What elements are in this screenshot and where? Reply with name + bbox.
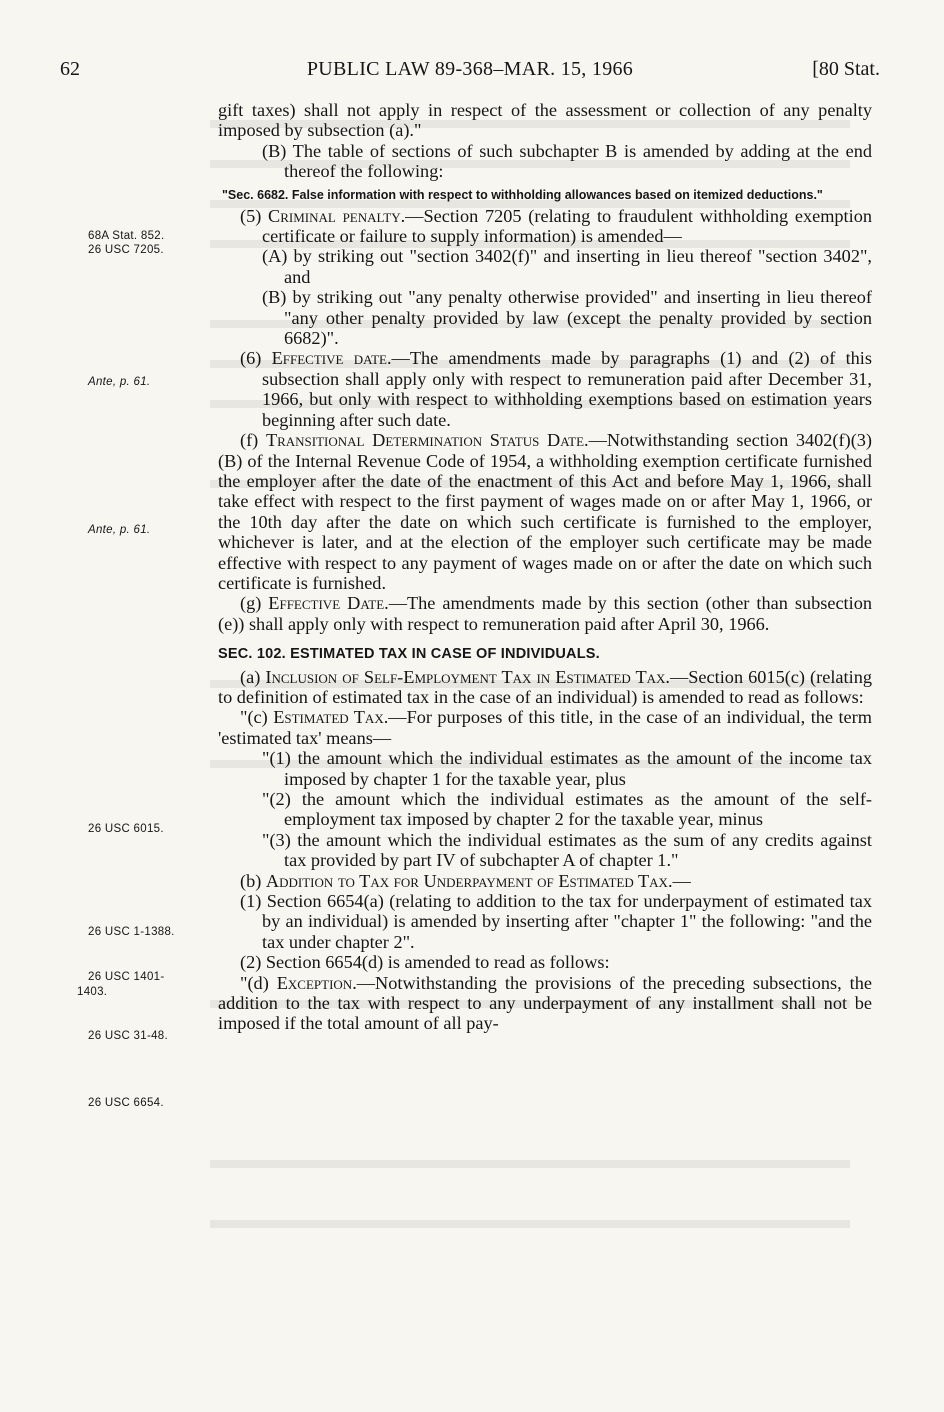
margin-note: 26 USC 6015. [88, 823, 164, 835]
paragraph-text: —Section 7205 (relating to fraudulent withholding exemption certificate or failure to supply information) is amended— [262, 205, 872, 247]
margin-note: 26 USC 7205. [88, 244, 164, 256]
paragraph: "(1) the amount which the individual estimates as the amount of the income tax imposed by chapter 1 for the taxable year, plus [262, 748, 872, 789]
margin-note: 26 USC 31-48. [88, 1030, 168, 1042]
paragraph: "(3) the amount which the individual estimates as the sum of any credits against tax provided by part IV of subchapter A of chapter 1." [262, 829, 872, 871]
margin-note: Ante, p. 61. [88, 524, 151, 536]
paragraph-caption: Inclusion of Self-Employment Tax in Estimated Tax. [265, 666, 670, 687]
margin-note: 26 USC 1401- [88, 971, 165, 983]
paragraph-label: (f) [240, 430, 266, 451]
statute-reference: [80 Stat. [812, 58, 880, 80]
paragraph-text: —The amendments made by paragraphs (1) and (2) of this subsection shall apply only with respect to remuneration paid after December 31, 1966, but only with respect to withholding exemptions based on estimation years beginning after such date. [262, 348, 872, 430]
paragraph-caption: Effective Date. [268, 593, 389, 614]
paragraph-label: "(d) [240, 972, 277, 993]
paragraph-text: —Section 6015(c) (relating to definition of estimated tax in the case of an individual) is amended to read as follows: [218, 666, 872, 707]
paragraph-text: — [672, 870, 691, 891]
margin-note: 68A Stat. 852. [88, 230, 165, 242]
paragraph [218, 973, 872, 1034]
paragraph-caption: Transitional Determination Status Date. [265, 430, 589, 451]
section-heading: SEC. 102. ESTIMATED TAX IN CASE OF INDIVIDUALS. [218, 646, 600, 663]
running-title: PUBLIC LAW 89-368–MAR. 15, 1966 [306, 58, 634, 80]
body-text [218, 100, 872, 1260]
paragraph: (1) Section 6654(a) (relating to addition to the tax for underpayment of estimated tax by an individual) is amended by inserting after "chapter 1" the following: "and the tax under chapter 2". [240, 891, 872, 952]
paragraph: (B) by striking out "any penalty otherwise provided" and inserting in lieu thereof "any other penalty provided by law (except the penalty provided by section 6682)". [262, 287, 872, 349]
paragraph: (2) Section 6654(d) is amended to read as follows: [240, 952, 610, 973]
paragraph-label: (g) [240, 593, 269, 614]
section-table-entry: "Sec. 6682. False information with respect to withholding allowances based on itemized deductions." [222, 187, 823, 202]
paragraph [218, 348, 872, 430]
margin-note: 26 USC 1-1388. [88, 926, 175, 938]
paragraph [218, 593, 872, 634]
paragraph-text: —For purposes of this title, in the case of an individual, the term 'estimated tax' means— [218, 707, 872, 748]
paragraph: (B) The table of sections of such subchapter B is amended by adding at the end thereof the following: [262, 140, 872, 182]
paragraph-label: (a) [240, 666, 266, 687]
paragraph-label: (6) [240, 348, 272, 369]
paragraph [218, 667, 872, 708]
margin-notes [0, 0, 210, 1412]
paragraph-text: —Notwithstanding section 3402(f)(3)(B) of the Internal Revenue Code of 1954, a withholding exemption certificate furnished the employer after the date of the enactment of this Act and before May 1, 1966, shall take effect with respect to the first payment of wages made on or after May 1, 1966, or the 10th day after the date on which such certificate is furnished to the employer, whichever is later, and at the election of the employer such certificate may be made effective with respect to any payment of wages made on or after the date on which such certificate is furnished. [218, 430, 873, 593]
paragraph-text: —The amendments made by this section (other than subsection (e)) shall apply only with respect to remuneration paid after April 30, 1966. [218, 593, 872, 634]
paragraph [218, 871, 872, 891]
paragraph-label: "(c) [240, 707, 274, 728]
margin-note: Ante, p. 61. [88, 376, 151, 388]
paragraph-label: (5) [240, 205, 269, 226]
paragraph-caption: Criminal penalty. [268, 205, 406, 226]
paragraph-caption: Exception. [276, 972, 357, 993]
page-number: 62 [60, 58, 80, 80]
paragraph-caption: Effective date. [271, 348, 392, 369]
paragraph [218, 707, 872, 748]
margin-note: 1403. [77, 986, 108, 998]
margin-note: 26 USC 6654. [88, 1097, 164, 1109]
paragraph-caption: Addition to Tax for Underpayment of Estimated Tax. [265, 870, 673, 891]
paragraph-caption: Estimated Tax. [273, 707, 389, 728]
paragraph [218, 430, 872, 593]
paragraph [218, 206, 872, 247]
paragraph: gift taxes) shall not apply in respect of the assessment or collection of any penalty imposed by subsection (a)." [218, 100, 872, 141]
paragraph: "(2) the amount which the individual estimates as the amount of the self-employment tax imposed by chapter 2 for the taxable year, minus [262, 789, 872, 830]
paragraph-label: (b) [240, 870, 266, 891]
paragraph: (A) by striking out "section 3402(f)" and inserting in lieu thereof "section 3402", and [262, 246, 872, 287]
paragraph-text: —Notwithstanding the provisions of the preceding subsections, the addition to the tax with respect to any underpayment of any installment shall not be imposed if the total amount of all pay- [218, 972, 872, 1034]
